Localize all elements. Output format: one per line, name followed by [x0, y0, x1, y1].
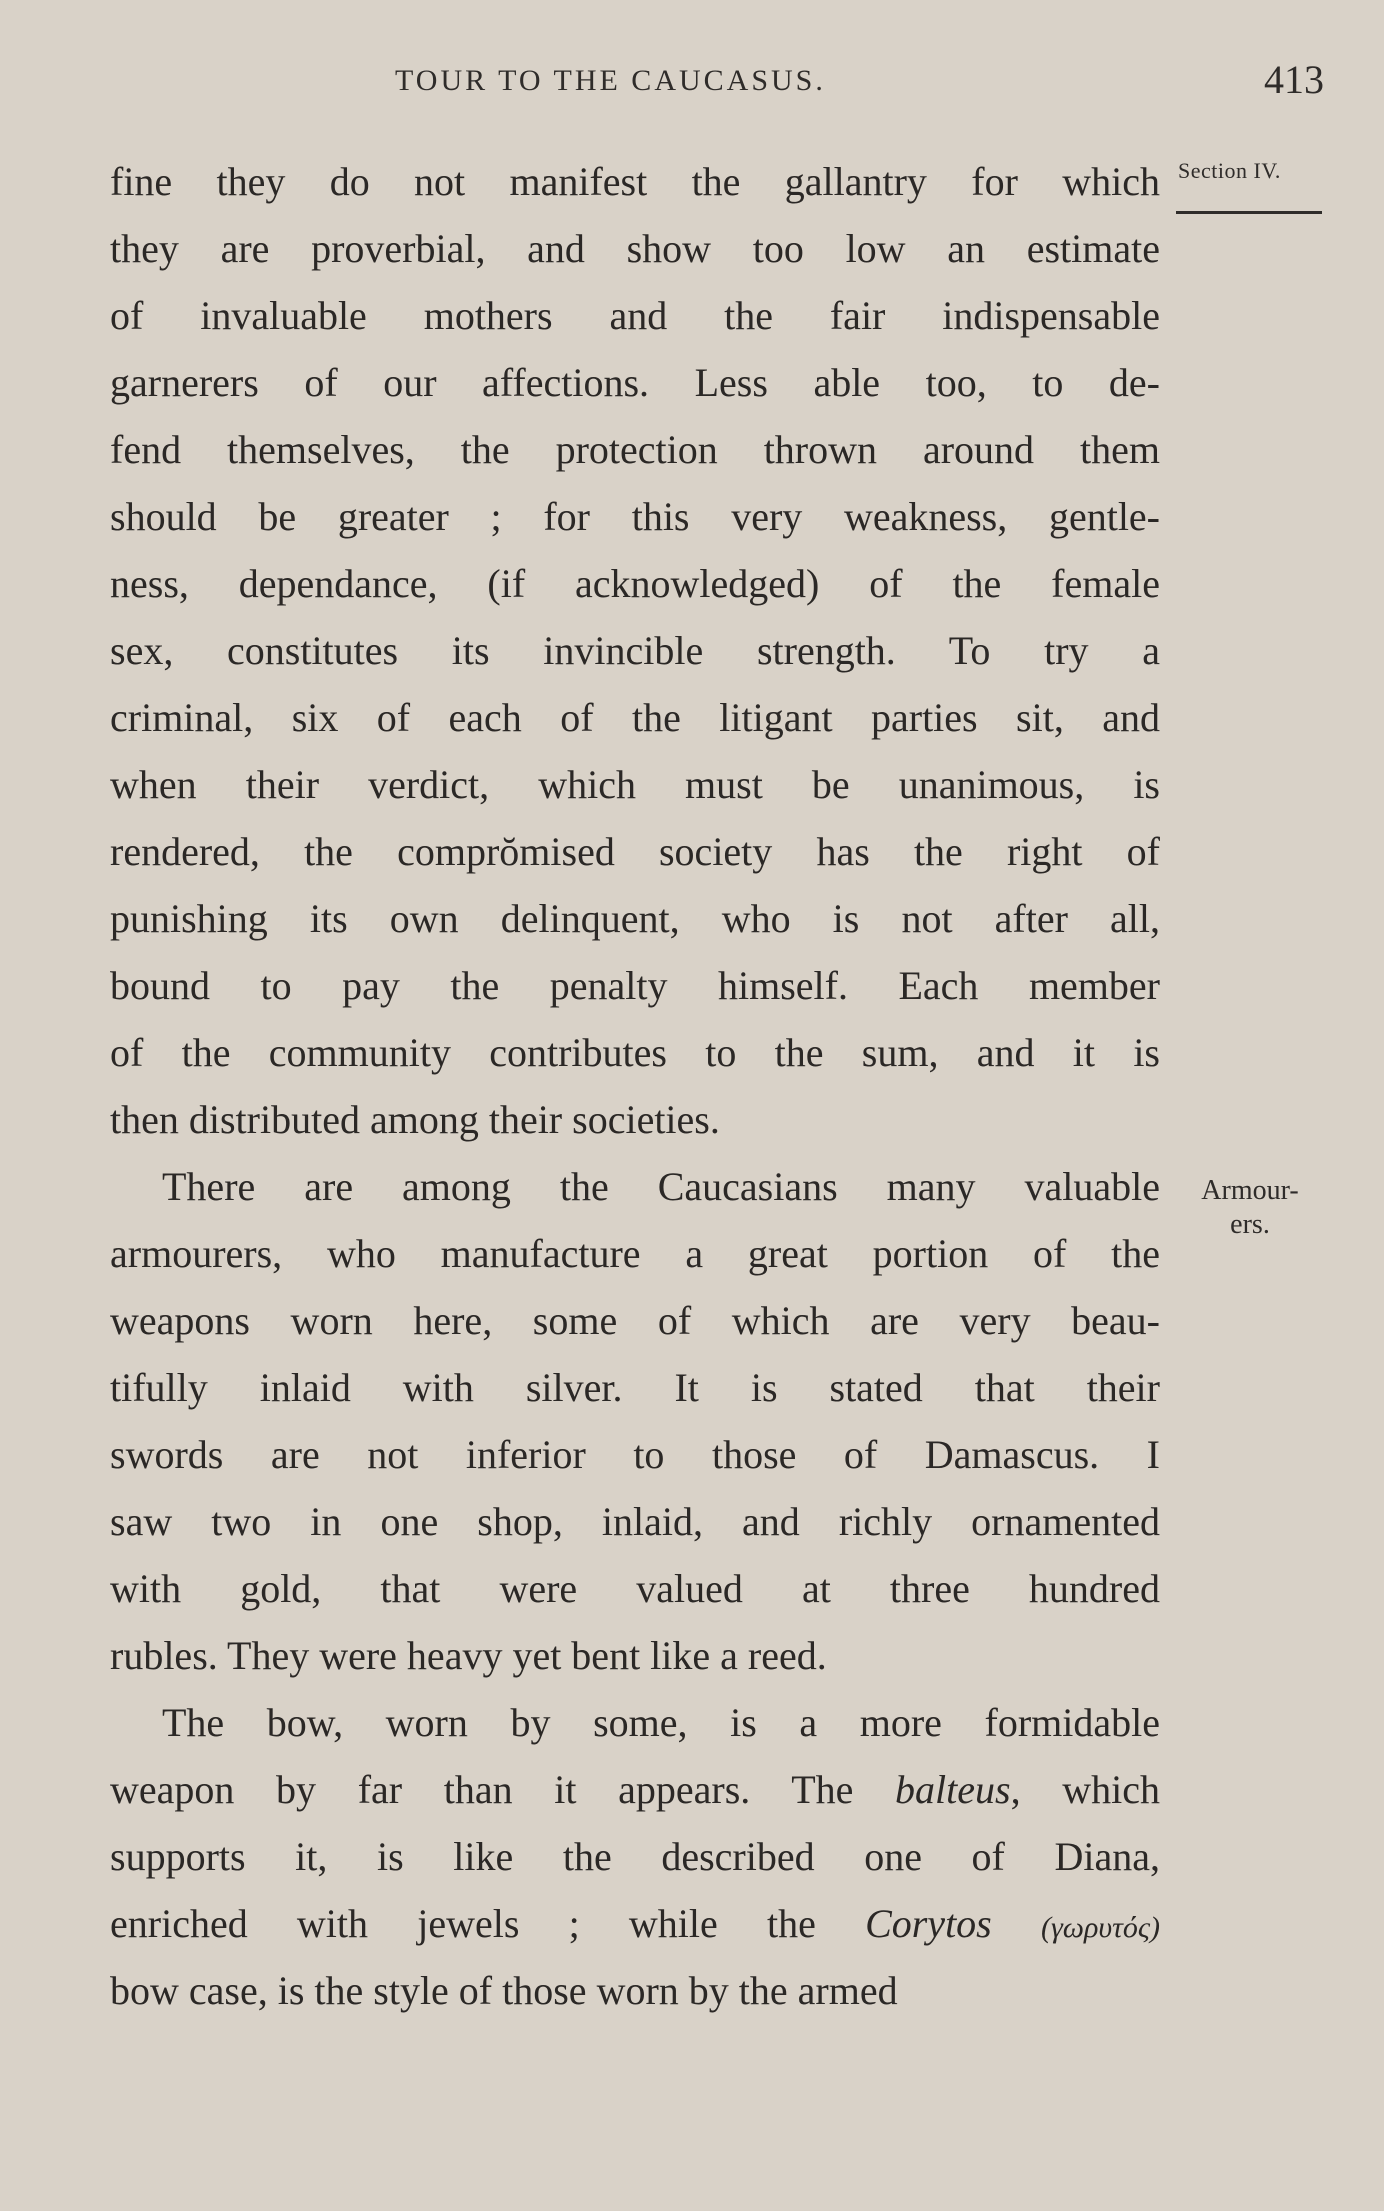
text-line: of invaluable mothers and the fair indispensable — [110, 293, 1160, 338]
text-run-italic: balteus — [895, 1767, 1011, 1812]
text-run-italic: Corytos — [865, 1901, 992, 1946]
text-line: of the community contributes to the sum, and it is — [110, 1030, 1160, 1075]
text-line: then distributed among their societies. — [110, 1097, 720, 1142]
sidenote-armourers-line-2: ers. — [1230, 1209, 1270, 1240]
text-run: , which — [1010, 1767, 1160, 1812]
text-line: garnerers of our affections. Less able too, to de- — [110, 360, 1160, 405]
text-line: rendered, the comprŏmised society has the right of — [110, 829, 1160, 874]
text-line: sex, constitutes its invincible strength. To try a — [110, 628, 1160, 673]
page-number: 413 — [1264, 57, 1324, 102]
text-line — [110, 1756, 1160, 1823]
text-line: they are proverbial, and show too low an estimate — [110, 226, 1160, 271]
text-line: saw two in one shop, inlaid, and richly ornamented — [110, 1499, 1160, 1544]
sidenote-armourers — [1180, 1174, 1320, 1242]
text-line: tifully inlaid with silver. It is stated that their — [110, 1365, 1160, 1410]
sidenote-armourers-line-1: Armour- — [1201, 1175, 1299, 1206]
text-line: weapons worn here, some of which are very beau- — [110, 1298, 1160, 1343]
text-run-greek: (γωρυτός) — [1040, 1911, 1161, 1944]
text-line: punishing its own delinquent, who is not after all, — [110, 896, 1160, 941]
text-line: The bow, worn by some, is a more formidable — [162, 1700, 1160, 1745]
text-line: criminal, six of each of the litigant parties sit, and — [110, 695, 1160, 740]
text-line: fine they do not manifest the gallantry for which — [110, 159, 1160, 204]
text-line: There are among the Caucasians many valuable — [162, 1164, 1160, 1209]
text-line: armourers, who manufacture a great portion of the — [110, 1231, 1160, 1276]
body-text — [110, 148, 1160, 2024]
text-line: rubles. They were heavy yet bent like a reed. — [110, 1633, 827, 1678]
text-line — [110, 1890, 1160, 1957]
text-line: bound to pay the penalty himself. Each member — [110, 963, 1160, 1008]
sidenote-section: Section IV. — [1178, 158, 1281, 183]
text-line: fend themselves, the protection thrown around them — [110, 427, 1160, 472]
text-line: should be greater ; for this very weakness, gentle- — [110, 494, 1160, 539]
text-line: with gold, that were valued at three hundred — [110, 1566, 1160, 1611]
text-line: bow case, is the style of those worn by the armed — [110, 1968, 898, 2013]
text-line: when their verdict, which must be unanimous, is — [110, 762, 1160, 807]
text-run: enriched with jewels ; while the — [110, 1901, 816, 1946]
text-line: swords are not inferior to those of Damascus. I — [110, 1432, 1160, 1477]
running-header-title: TOUR TO THE CAUCASUS. — [395, 64, 826, 97]
text-run: weapon by far than it appears. The — [110, 1767, 854, 1812]
text-line: supports it, is like the described one of Diana, — [110, 1834, 1160, 1879]
sidenote-rule — [1176, 211, 1322, 214]
text-line: ness, dependance, (if acknowledged) of the female — [110, 561, 1160, 606]
